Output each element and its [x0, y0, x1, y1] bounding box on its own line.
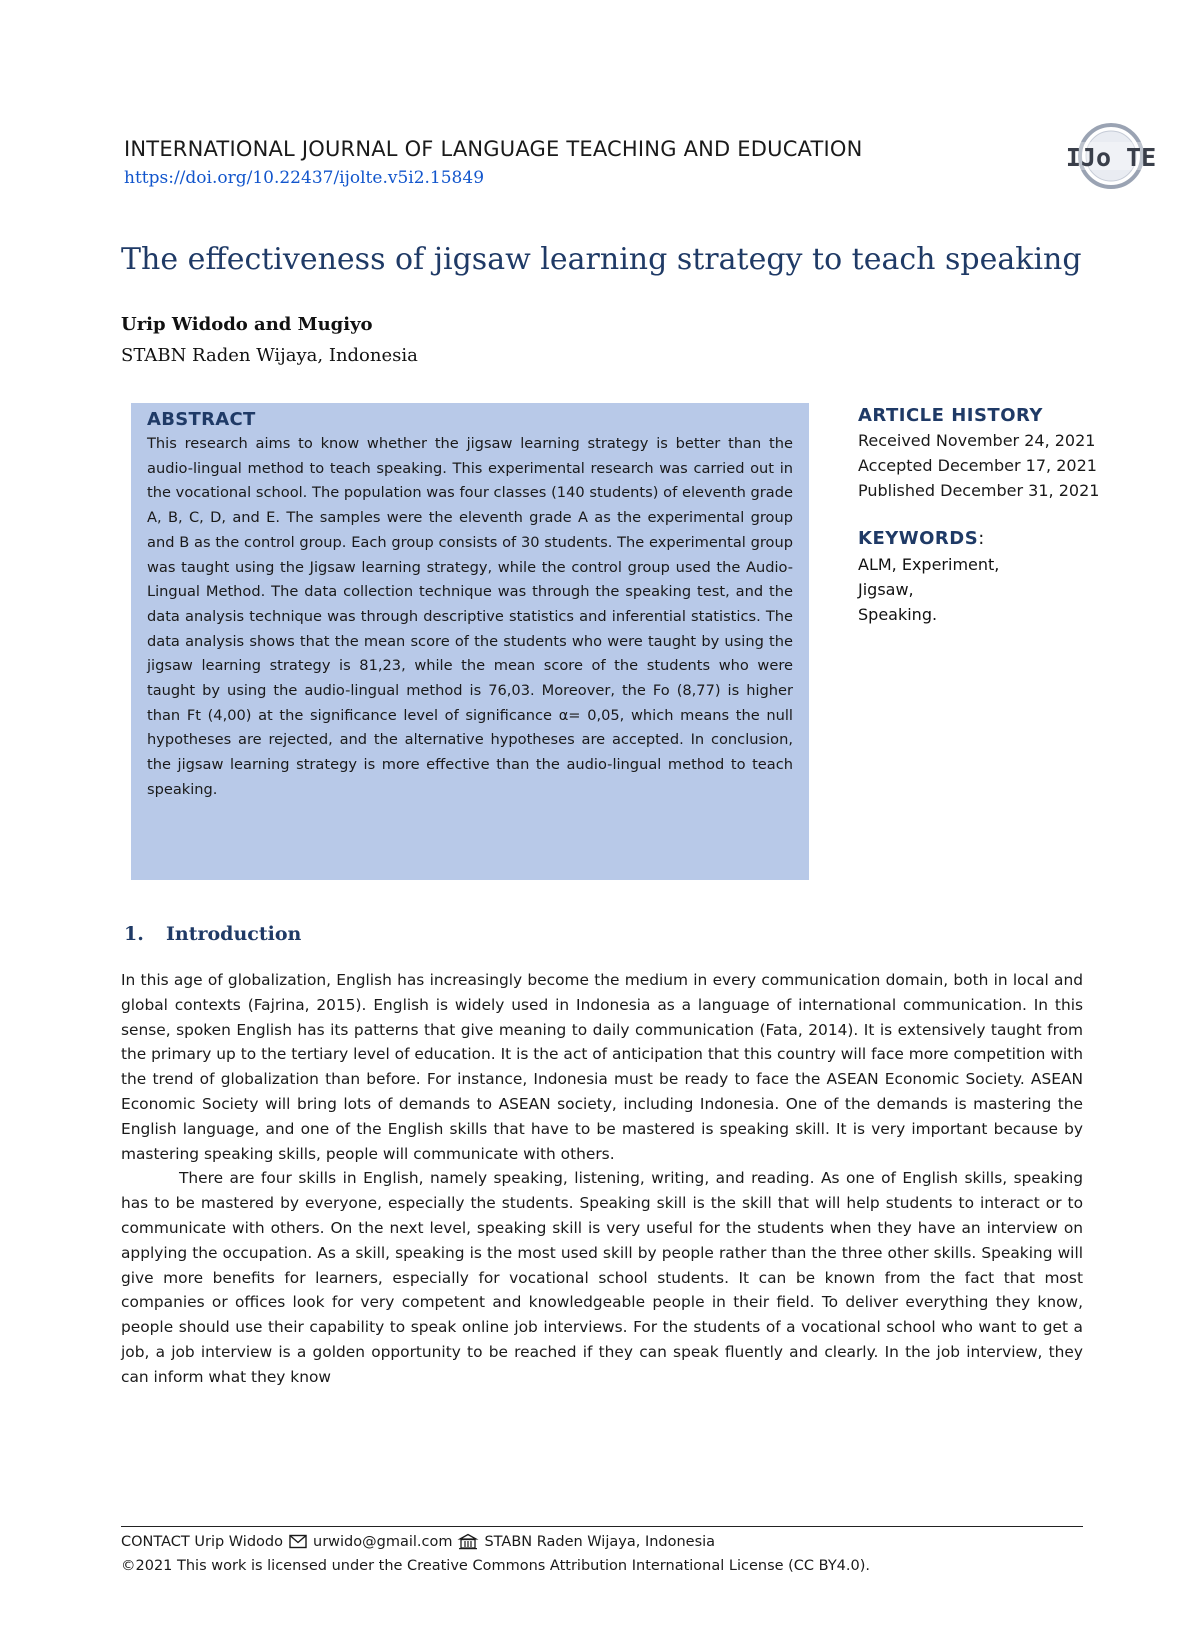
- section-title: Introduction: [166, 923, 302, 945]
- contact-institution: STABN Raden Wijaya, Indonesia: [484, 1533, 716, 1550]
- envelope-icon: [289, 1534, 307, 1550]
- journal-logo-icon: [1065, 122, 1157, 190]
- article-history-heading: ARTICLE HISTORY: [858, 405, 1043, 426]
- keywords-list: [858, 552, 1158, 627]
- keywords-heading-label: KEYWORDS: [858, 528, 979, 549]
- doi-link[interactable]: https://doi.org/10.22437/ijolte.v5i2.15849: [124, 168, 485, 188]
- abstract-box: [131, 403, 809, 880]
- published-date: Published December 31, 2021: [858, 481, 1100, 500]
- accepted-date: Accepted December 17, 2021: [858, 456, 1097, 475]
- body-paragraph: There are four skills in English, namely speaking, listening, writing, and reading. As one of English skills, speaking has to be mastered by everyone, especially the students. Speaking skill is the skill that will help students to interact or to communicate with others. On the next level, speaking skill is very useful for the students when they have an interview on applying the occupation. As a skill, speaking is the most used skill by people rather than the three other skills. Speaking will give more benefits for learners, especially for vocational school students. It can be known from the fact that most companies or offices look for very competent and knowledgeable people in their field. To deliver everything they know, people should use their capability to speak online job interviews. For the students of a vocational school who want to get a job, a job interview is a golden opportunity to be reached if they can speak fluently and clearly. In the job interview, they can inform what they know: [121, 1169, 1083, 1386]
- section-heading: [124, 923, 301, 945]
- footer-contact: [121, 1533, 715, 1550]
- keywords-heading: [858, 528, 1158, 549]
- keyword-item: ALM, Experiment,: [858, 555, 1000, 574]
- paper-title: The effectiveness of jigsaw learning strategy to teach speaking: [121, 242, 1082, 277]
- keyword-item: Jigsaw,: [858, 580, 914, 599]
- author-affiliation: STABN Raden Wijaya, Indonesia: [121, 345, 418, 366]
- article-history-list: [858, 428, 1158, 503]
- keyword-item: Speaking.: [858, 605, 938, 624]
- license-notice: ©2021 This work is licensed under the Creative Commons Attribution International License (CC BY4.0).: [121, 1558, 871, 1574]
- logo-text: IJo TE: [1065, 143, 1157, 172]
- abstract-heading: ABSTRACT: [147, 409, 256, 430]
- journal-logo: [1065, 122, 1157, 190]
- body-text: [121, 968, 1083, 1390]
- section-number: 1.: [124, 923, 144, 945]
- abstract-text: This research aims to know whether the jigsaw learning strategy is better than the audio-lingual method to teach speaking. This experimental research was carried out in the vocational school. The population was four classes (140 students) of eleventh grade A, B, C, D, and E. The samples were the eleventh grade A as the experimental group and B as the control group. Each group consists of 30 students. The experimental group was taught using the Jigsaw learning strategy, while the control group used the Audio-Lingual Method. The data collection technique was through the speaking test, and the data analysis technique was through descriptive statistics and inferential statistics. The data analysis shows that the mean score of the students who were taught by using the jigsaw learning strategy is 81,23, while the mean score of the students who were taught by using the audio-lingual method is 76,03. Moreover, the Fo (8,77) is higher than Ft (4,00) at the significance level of significance α= 0,05, which means the null hypotheses are rejected, and the alternative hypotheses are accepted. In conclusion, the jigsaw learning strategy is more effective than the audio-lingual method to teach speaking.: [147, 435, 793, 798]
- keywords-heading-colon: :: [978, 528, 985, 549]
- body-paragraph: In this age of globalization, English has increasingly become the medium in every communication domain, both in local and global contexts (Fajrina, 2015). English is widely used in Indonesia as a language of international communication. In this sense, spoken English has its patterns that give meaning to daily communication (Fata, 2014). It is extensively taught from the primary up to the tertiary level of education. It is the act of anticipation that this country will face more competition with the trend of globalization than before. For instance, Indonesia must be ready to face the ASEAN Economic Society. ASEAN Economic Society will bring lots of demands to ASEAN society, including Indonesia. One of the demands is mastering the English language, and one of the English skills that have to be mastered is speaking skill. It is very important because by mastering speaking skills, people will communicate with others.: [121, 971, 1083, 1163]
- building-icon: [458, 1533, 478, 1550]
- article-sidebar: [858, 405, 1158, 627]
- author-names: Urip Widodo and Mugiyo: [121, 314, 373, 335]
- contact-label: CONTACT Urip Widodo: [121, 1533, 283, 1550]
- footer-divider: [121, 1526, 1083, 1527]
- journal-title: INTERNATIONAL JOURNAL OF LANGUAGE TEACHING AND EDUCATION: [124, 137, 863, 161]
- received-date: Received November 24, 2021: [858, 431, 1096, 450]
- contact-email[interactable]: urwido@gmail.com: [313, 1533, 453, 1550]
